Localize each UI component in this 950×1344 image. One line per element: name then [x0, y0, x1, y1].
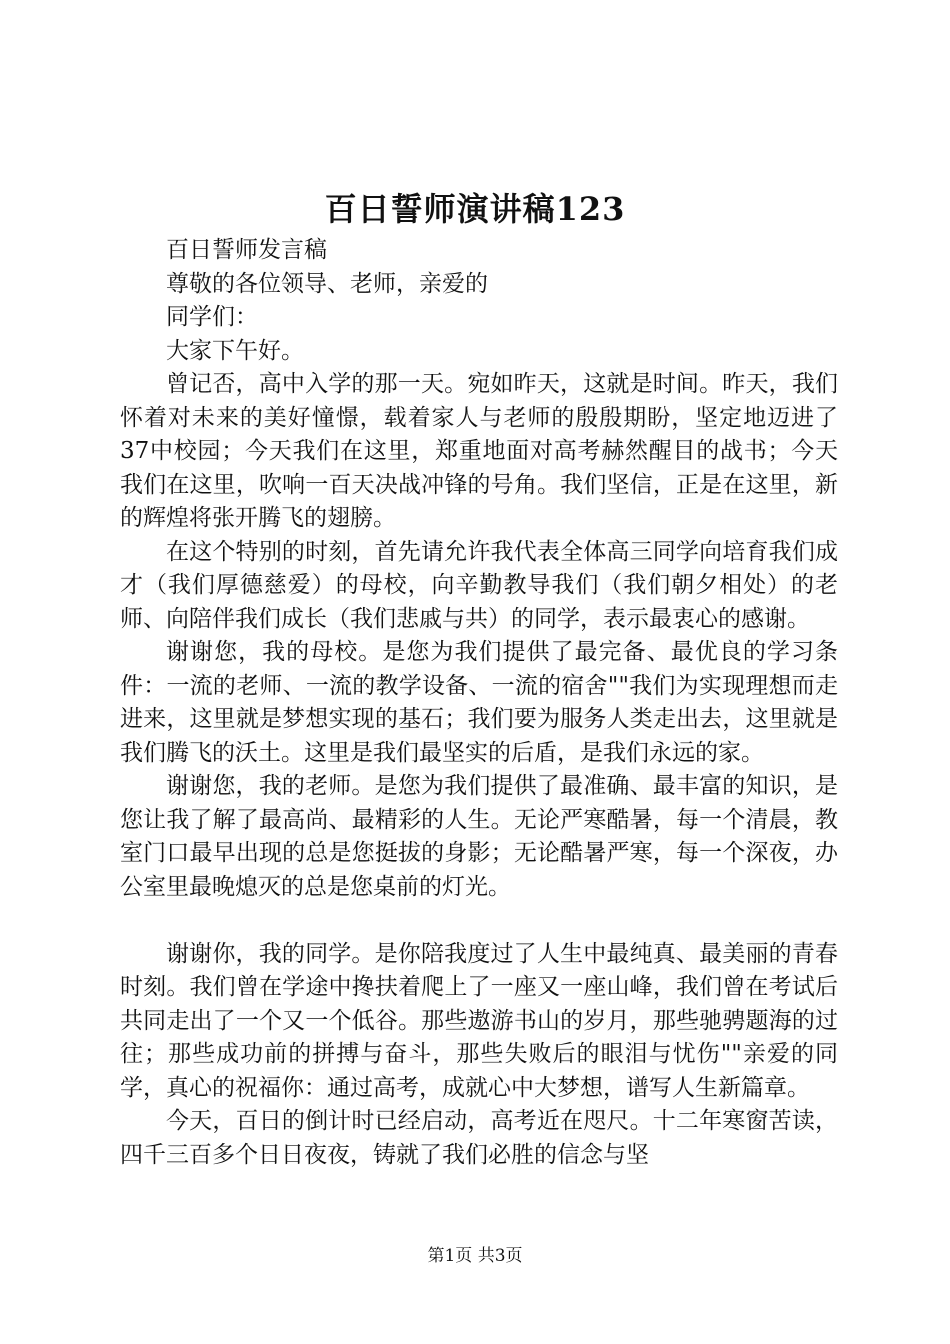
paragraph-salutation-continued: 同学们：: [166, 304, 258, 330]
paragraph: 谢谢您，我的老师。是您为我们提供了最准确、最丰富的知识，是您让我了解了最高尚、最精彩的人生。无论严寒酷暑，每一个清晨，教室门口最早出现的总是您挺拔的身影；无论酷暑严寒，每一个深夜，办公室里最晚熄灭的总是您桌前的灯光。: [120, 773, 838, 900]
paragraph: 谢谢您，我的母校。是您为我们提供了最完备、最优良的学习条件：一流的老师、一流的教学设备、一流的宿舍""我们为实现理想而走进来，这里就是梦想实现的基石；我们要为服务人类走出去，这里就是我们腾飞的沃土。这里是我们最坚实的后盾，是我们永远的家。: [120, 639, 838, 766]
document-title: 百日誓师演讲稿123: [324, 190, 626, 228]
paragraph: 在这个特别的时刻，首先请允许我代表全体高三同学向培育我们成才（我们厚德慈爱）的母校，向辛勤教导我们（我们朝夕相处）的老师、向陪伴我们成长（我们悲戚与共）的同学，表示最衷心的感谢。: [120, 538, 838, 632]
paragraph: 曾记否，高中入学的那一天。宛如昨天，这就是时间。昨天，我们怀着对未来的美好憧憬，载着家人与老师的殷殷期盼，坚定地迈进了37中校园；今天我们在这里，郑重地面对高考赫然醒目的战书；今天我们在这里，吹响一百天决战冲锋的号角。我们坚信，正是在这里，新的辉煌将张开腾飞的翅膀。: [120, 371, 838, 531]
page-footer: 第1页 共3页: [427, 1246, 523, 1266]
paragraph: 今天，百日的倒计时已经启动，高考近在咫尺。十二年寒窗苦读，四千三百多个日日夜夜，铸就了我们必胜的信念与坚: [120, 1108, 838, 1168]
paragraph-heading: 百日誓师发言稿: [166, 237, 327, 263]
document-body: [120, 234, 838, 1172]
paragraph-greeting: 大家下午好。: [166, 337, 304, 364]
paragraph-salutation: 尊敬的各位领导、老师，亲爱的: [166, 270, 488, 297]
paragraph: 谢谢你，我的同学。是你陪我度过了人生中最纯真、最美丽的青春时刻。我们曾在学途中搀扶着爬上了一座又一座山峰，我们曾在考试后共同走出了一个又一个低谷。那些遨游书山的岁月，那些驰骋题海的过往；那些成功前的拼搏与奋斗，那些失败后的眼泪与忧伤""亲爱的同学，真心的祝福你：通过高考，成就心中大梦想，谱写人生新篇章。: [120, 940, 838, 1101]
